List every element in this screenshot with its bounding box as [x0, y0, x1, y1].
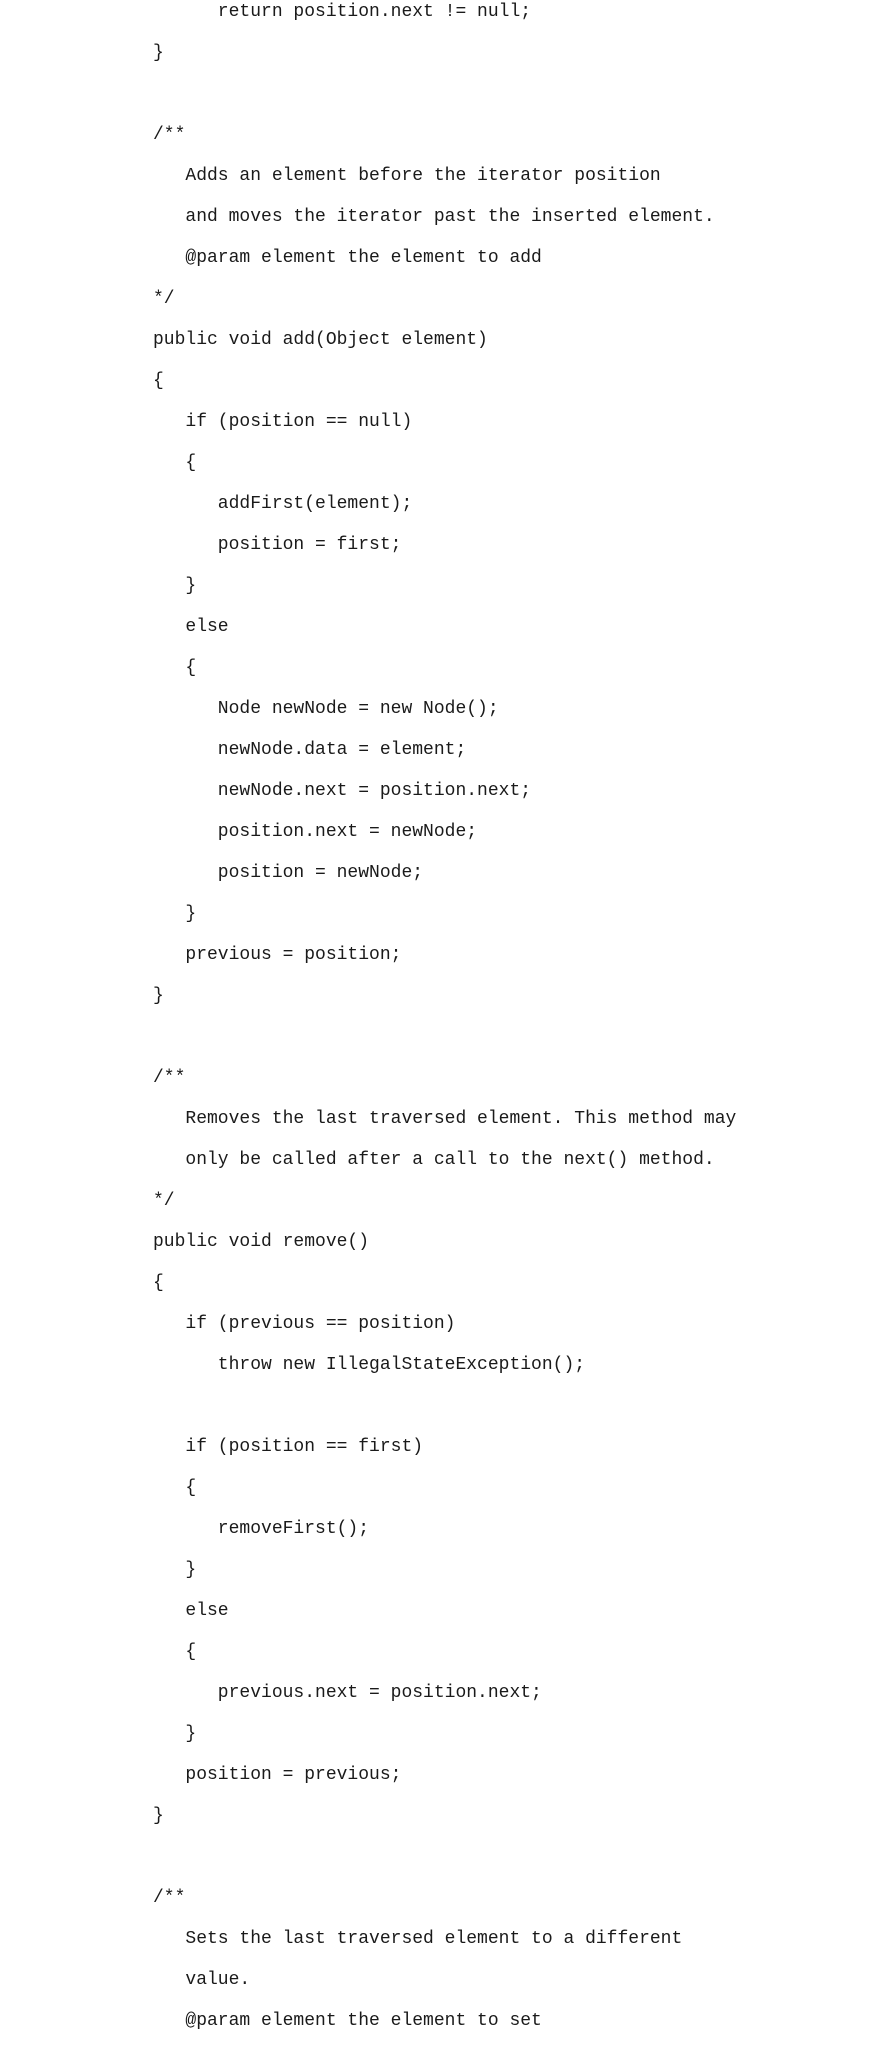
code-line: }	[153, 1724, 197, 1744]
code-line: and moves the iterator past the inserted element.	[153, 207, 715, 227]
code-line: addFirst(element);	[153, 494, 413, 514]
code-line	[153, 1027, 736, 1048]
code-line: position.next = newNode;	[153, 822, 478, 842]
code-line: throw new IllegalStateException();	[153, 1355, 586, 1375]
code-line: Adds an element before the iterator position	[153, 166, 661, 186]
code-line: position = first;	[153, 535, 402, 555]
code-line: if (previous == position)	[153, 1314, 456, 1334]
code-line: only be called after a call to the next() method.	[153, 1150, 715, 1170]
code-line: else	[153, 1601, 229, 1621]
code-line: public void remove()	[153, 1232, 370, 1252]
code-line	[153, 1396, 736, 1417]
code-line: }	[153, 576, 197, 596]
code-line: newNode.next = position.next;	[153, 781, 532, 801]
code-line: removeFirst();	[153, 1519, 370, 1539]
code-line: }	[153, 1560, 197, 1580]
code-line: if (position == null)	[153, 412, 413, 432]
code-line: {	[153, 371, 164, 391]
code-line: previous = position;	[153, 945, 402, 965]
code-line: {	[153, 1273, 164, 1293]
code-line: previous.next = position.next;	[153, 1683, 542, 1703]
code-line: }	[153, 1806, 164, 1826]
code-line: /**	[153, 1068, 186, 1088]
code-line: */	[153, 289, 175, 309]
code-line: */	[153, 1191, 175, 1211]
code-line: {	[153, 1478, 197, 1498]
code-line: newNode.data = element;	[153, 740, 467, 760]
code-listing	[153, 2, 736, 2048]
code-line	[153, 84, 736, 105]
code-line: @param element the element to add	[153, 248, 542, 268]
code-line: public void add(Object element)	[153, 330, 488, 350]
code-line: }	[153, 986, 164, 1006]
code-line: @param element the element to set	[153, 2011, 542, 2031]
code-line: /**	[153, 1888, 186, 1908]
code-line: /**	[153, 125, 186, 145]
code-line	[153, 1847, 736, 1868]
code-line: else	[153, 617, 229, 637]
code-line: Sets the last traversed element to a different	[153, 1929, 683, 1949]
code-line: Removes the last traversed element. This method may	[153, 1109, 737, 1129]
code-line: value.	[153, 1970, 251, 1990]
code-line: Node newNode = new Node();	[153, 699, 499, 719]
code-line: if (position == first)	[153, 1437, 424, 1457]
code-line: {	[153, 1642, 197, 1662]
code-line: position = previous;	[153, 1765, 402, 1785]
code-line: position = newNode;	[153, 863, 424, 883]
code-line: }	[153, 43, 164, 63]
code-line: }	[153, 904, 197, 924]
code-line: {	[153, 658, 197, 678]
code-line: return position.next != null;	[153, 2, 532, 22]
code-line: {	[153, 453, 197, 473]
